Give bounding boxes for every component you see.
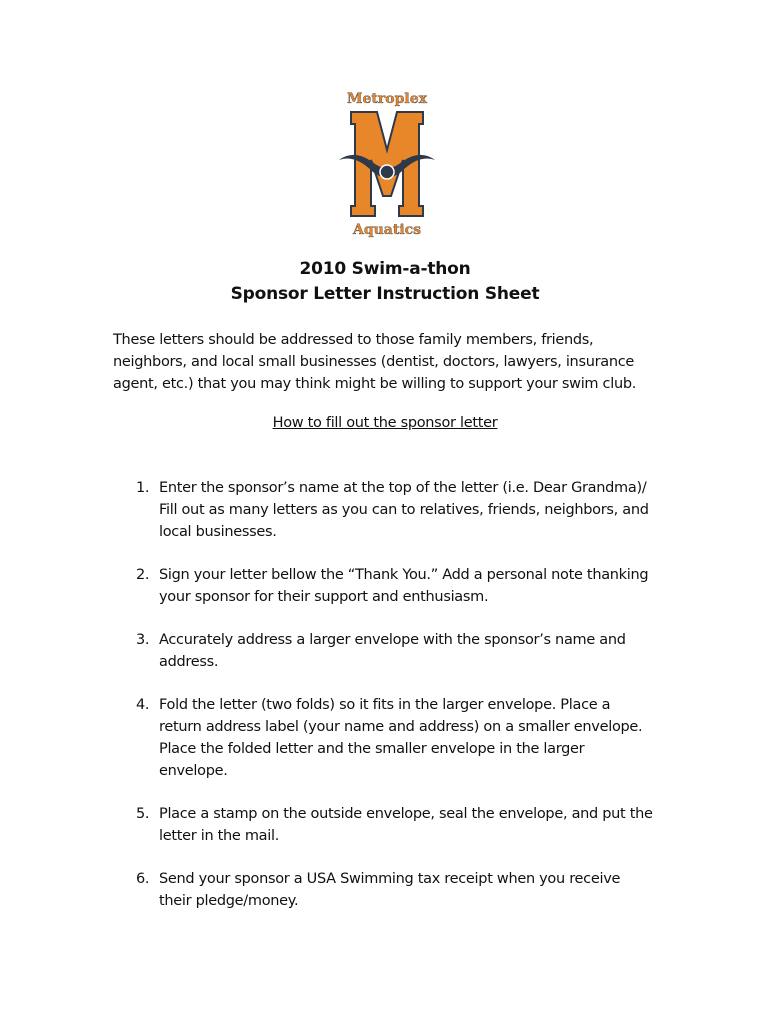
step-number: 6. bbox=[136, 871, 150, 887]
intro-line: agent, etc.) that you may think might be willing to support your swim club. bbox=[113, 376, 637, 392]
m-letter-shape bbox=[351, 112, 423, 216]
step-item bbox=[113, 803, 673, 847]
step-number: 1. bbox=[136, 480, 150, 496]
step-line: address. bbox=[159, 654, 219, 670]
step-line: return address label (your name and address) on a smaller envelope. bbox=[159, 719, 643, 735]
document-title: 2010 Swim-a-thon bbox=[299, 259, 471, 279]
step-number: 5. bbox=[136, 806, 150, 822]
intro-paragraph bbox=[113, 329, 673, 395]
logo-graphic bbox=[337, 88, 437, 240]
step-line: their pledge/money. bbox=[159, 893, 299, 909]
intro-line: These letters should be addressed to those family members, friends, bbox=[113, 332, 594, 348]
metroplex-aquatics-logo bbox=[337, 88, 437, 240]
step-line: local businesses. bbox=[159, 524, 277, 540]
step-line: Send your sponsor a USA Swimming tax receipt when you receive bbox=[159, 871, 621, 887]
step-line: Place a stamp on the outside envelope, seal the envelope, and put the bbox=[159, 806, 653, 822]
step-number: 3. bbox=[136, 632, 150, 648]
step-line: Place the folded letter and the smaller envelope in the larger bbox=[159, 741, 585, 757]
step-line: Sign your letter bellow the “Thank You.” Add a personal note thanking bbox=[159, 567, 649, 583]
step-line: Fold the letter (two folds) so it fits in the larger envelope. Place a bbox=[159, 697, 611, 713]
step-line: Fill out as many letters as you can to relatives, friends, neighbors, and bbox=[159, 502, 649, 518]
step-item bbox=[113, 694, 673, 782]
step-item bbox=[113, 629, 673, 673]
intro-line: neighbors, and local small businesses (dentist, doctors, lawyers, insurance bbox=[113, 354, 635, 370]
logo-top-text: Metroplex bbox=[347, 91, 427, 107]
step-number: 4. bbox=[136, 697, 150, 713]
step-item bbox=[113, 564, 673, 608]
step-item bbox=[113, 477, 673, 543]
step-line: Enter the sponsor’s name at the top of the letter (i.e. Dear Grandma)/ bbox=[159, 480, 647, 496]
instruction-steps-list bbox=[113, 477, 673, 933]
step-number: 2. bbox=[136, 567, 150, 583]
logo-bottom-text: Aquatics bbox=[352, 222, 422, 238]
step-line: Accurately address a larger envelope with the sponsor’s name and bbox=[159, 632, 626, 648]
instructions-heading: How to fill out the sponsor letter bbox=[272, 415, 498, 431]
step-line: your sponsor for their support and enthusiasm. bbox=[159, 589, 489, 605]
step-line: letter in the mail. bbox=[159, 828, 280, 844]
document-subtitle: Sponsor Letter Instruction Sheet bbox=[230, 284, 540, 304]
step-line: envelope. bbox=[159, 763, 228, 779]
step-item bbox=[113, 868, 673, 912]
swimmer-head-icon bbox=[380, 165, 394, 179]
